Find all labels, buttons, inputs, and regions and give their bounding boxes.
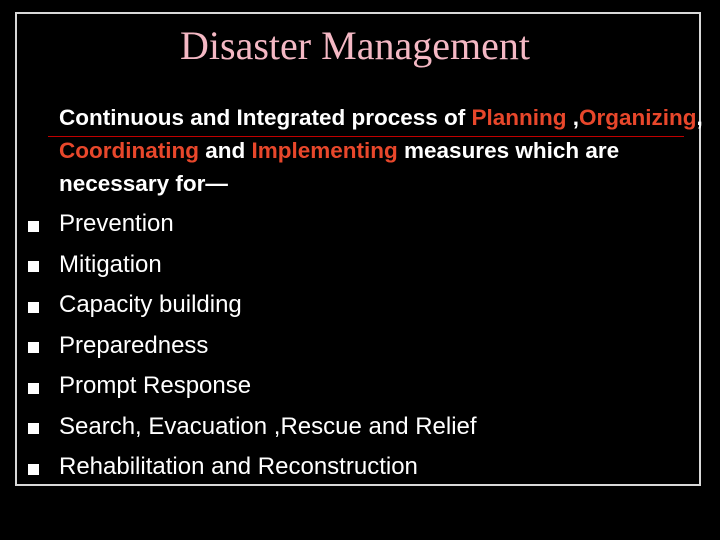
intro-text: measures which are necessary for—	[59, 138, 620, 196]
highlighted-term: Coordinating	[59, 138, 199, 163]
bullet-list	[28, 204, 477, 488]
list-item	[28, 366, 477, 407]
bullet-text: Preparedness	[59, 331, 209, 359]
square-bullet-icon	[28, 423, 39, 434]
intro-paragraph	[59, 101, 704, 200]
intro-text: and	[198, 138, 252, 163]
square-bullet-icon	[28, 342, 39, 353]
intro-text: ,	[696, 105, 703, 130]
highlighted-term: Organizing	[579, 105, 697, 130]
bullet-text: Mitigation	[59, 250, 162, 278]
square-bullet-icon	[28, 302, 39, 313]
list-item	[28, 326, 477, 367]
bullet-text: Prevention	[59, 210, 174, 238]
list-item	[28, 245, 477, 286]
square-bullet-icon	[28, 221, 39, 232]
square-bullet-icon	[28, 261, 39, 272]
square-bullet-icon	[28, 383, 39, 394]
intro-text: Continuous and Integrated process of	[59, 105, 472, 130]
intro-text: ,	[566, 105, 580, 130]
bullet-text: Capacity building	[59, 291, 242, 319]
bullet-text: Rehabilitation and Reconstruction	[59, 453, 418, 481]
list-item	[28, 204, 477, 245]
bullet-text: Prompt Response	[59, 372, 252, 400]
square-bullet-icon	[28, 464, 39, 475]
list-item	[28, 407, 477, 448]
highlighted-term: Implementing	[251, 138, 398, 163]
slide-title: Disaster Management	[180, 23, 530, 68]
bullet-text: Search, Evacuation ,Rescue and Relief	[59, 412, 477, 440]
list-item	[28, 447, 477, 488]
highlighted-term: Planning	[471, 105, 567, 130]
list-item	[28, 285, 477, 326]
